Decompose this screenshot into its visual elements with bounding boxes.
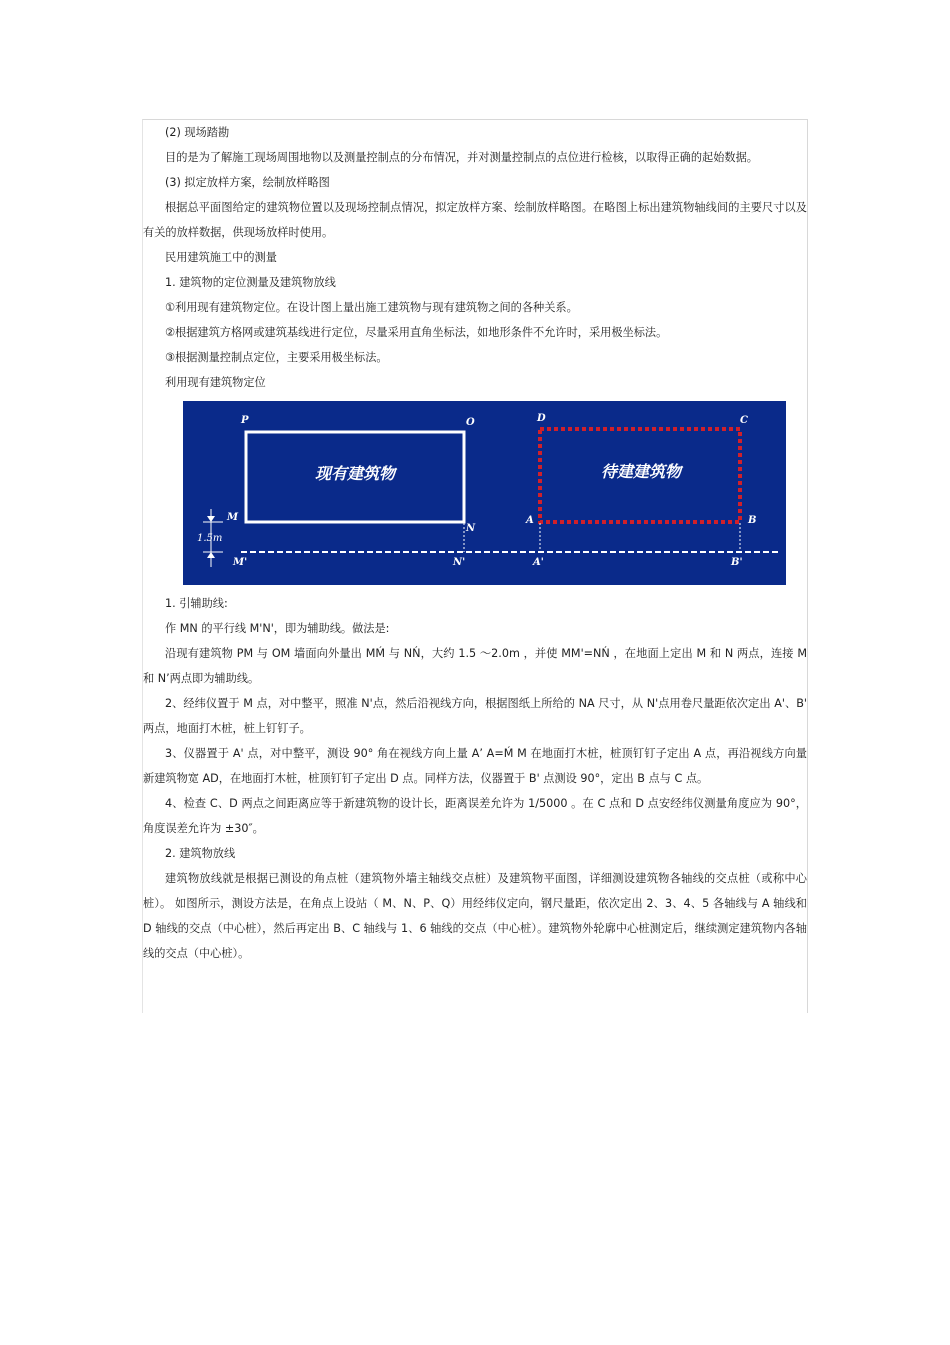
paragraph: 作 MN 的平行线 M'N'，即为辅助线。做法是: <box>165 622 390 635</box>
existing-building-label: 现有建筑物 <box>314 464 396 483</box>
point-label-a: A <box>526 515 534 526</box>
point-label-m-prime: M' <box>233 557 248 568</box>
point-label-c: C <box>740 415 748 426</box>
paragraph: 根据总平面图给定的建筑物位置以及现场控制点情况，拟定放样方案、绘制放样略图。在略图上标出建筑物轴线间的主要尺寸以及有关的放样数据，供现场放样时使用。 <box>143 201 807 239</box>
point-label-o: O <box>466 417 475 428</box>
paragraph: 4、检查 C、D 两点之间距离应等于新建筑物的设计长，距离误差允许为 1/5000 。在 C 点和 D 点安经纬仪测量角度应为 90°，角度误差允许为 ±30″。 <box>143 797 807 835</box>
point-label-d: D <box>537 413 546 424</box>
list-item: ②根据建筑方格网或建筑基线进行定位，尽量采用直角坐标法，如地形条件不允许时，采用极坐标法。 <box>165 326 668 339</box>
paragraph: 2、经纬仪置于 M 点，对中整平，照准 N'点，然后沿视线方向，根据图纸上所给的 NA 尺寸，从 N'点用卷尺量距依次定出 A'、B' 两点，地面打木桩，桩上钉钉子。 <box>143 697 807 735</box>
point-label-a-prime: A' <box>533 557 544 568</box>
section-heading-civil-survey: 民用建筑施工中的测量 <box>165 251 277 264</box>
point-label-m: M <box>227 512 239 523</box>
list-item: ①利用现有建筑物定位。在设计图上量出施工建筑物与现有建筑物之间的各种关系。 <box>165 301 578 314</box>
paragraph: 沿现有建筑物 PM 与 OM 墙面向外量出 MḾ 与 NŃ，大约 1.5 ～2.0m ，并使 MM'=NŃ ，在地面上定出 M 和 N 两点，连接 M 和 N’两点即为辅助线。 <box>143 647 807 685</box>
point-label-n-prime: N' <box>453 557 466 568</box>
paragraph: 目的是为了解施工现场周围地物以及测量控制点的分布情况，并对测量控制点的点位进行检核，以取得正确的起始数据。 <box>165 151 758 164</box>
point-label-n: N <box>466 523 476 534</box>
figure-caption: 利用现有建筑物定位 <box>165 376 266 389</box>
point-label-b: B <box>748 515 757 526</box>
dimension-label: 1.5m <box>197 533 223 544</box>
section-heading-positioning: 1. 建筑物的定位测量及建筑物放线 <box>165 276 336 289</box>
paragraph: 建筑物放线就是根据已测设的角点桩（建筑物外墙主轴线交点桩）及建筑物平面图，详细测设建筑物各轴线的交点桩（或称中心桩）。 如图所示，测设方法是，在角点上设站（ M、N、P、Q）用经纬仪定向，钢尺量距，依次定出 2、3、4、5 各轴线与 A 轴线和 D 轴线的交点（中心桩），然后再定出 B、C 轴线与 1、6 轴线的交点（中心桩）。建筑物外轮廓中心桩测定后，继续测定建筑物内各轴线的交点（中心桩）。 <box>143 872 807 960</box>
point-label-b-prime: B' <box>731 557 743 568</box>
section-heading-building-layout: 2. 建筑物放线 <box>165 847 236 860</box>
section-heading-site-survey: (2) 现场踏勘 <box>165 126 230 139</box>
section-heading-layout-plan: (3) 拟定放样方案，绘制放样略图 <box>165 176 330 189</box>
paragraph: 3、仪器置于 A' 点，对中整平，测设 90° 角在视线方向上量 A’ A=Ḿ M 在地面打木桩，桩顶钉钉子定出 A 点，再沿视线方向量新建筑物宽 AD，在地面打木桩，桩顶钉钉子定出 D 点。同样方法，仪器置于 B' 点测设 90°，定出 B 点与 C 点。 <box>143 747 807 785</box>
new-building-label: 待建建筑物 <box>600 462 682 481</box>
point-label-p: P <box>241 415 249 426</box>
section-heading-auxiliary: 1. 引辅助线: <box>165 597 228 610</box>
positioning-diagram <box>183 401 786 585</box>
list-item: ③根据测量控制点定位，主要采用极坐标法。 <box>165 351 388 364</box>
document-body <box>143 120 807 966</box>
